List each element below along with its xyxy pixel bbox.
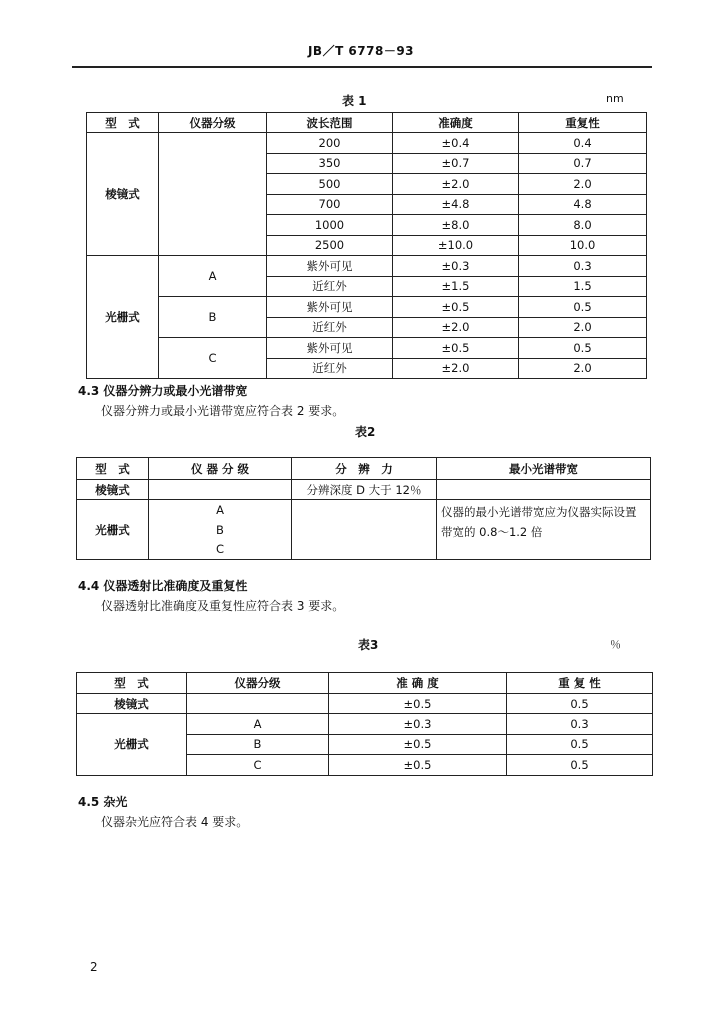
t1-header-accuracy: 准确度	[393, 113, 519, 133]
t1-header-grade: 仪器分级	[159, 113, 267, 133]
t3-header-accuracy: 准 确 度	[329, 673, 507, 694]
section-4-5-text: 仪器杂光应符合表 4 要求。	[101, 815, 249, 829]
section-4-3-heading: 4.3 仪器分辨力或最小光谱带宽	[78, 384, 248, 398]
t1-cell: 200	[267, 133, 393, 154]
t1-cell: 700	[267, 194, 393, 215]
t2-header-bandwidth: 最小光谱带宽	[437, 458, 651, 480]
t2-bandwidth-note: 仪器的最小光谱带宽应为仪器实际设置带宽的 0.8～1.2 倍	[437, 500, 651, 560]
table-3	[76, 672, 653, 776]
t3-header-grade: 仪器分级	[187, 673, 329, 694]
t1-cell: 1000	[267, 215, 393, 236]
t3-header-type: 型 式	[77, 673, 187, 694]
t1-cell: ±0.4	[393, 133, 519, 154]
t1-cell: ±2.0	[393, 358, 519, 379]
t2-grade-a: A	[149, 500, 292, 520]
t2-grating-type: 光栅式	[77, 500, 149, 560]
t3-cell: 0.5	[507, 755, 653, 776]
t1-cell: 近红外	[267, 317, 393, 338]
table-2	[76, 457, 651, 560]
section-4-4-heading: 4.4 仪器透射比准确度及重复性	[78, 579, 248, 593]
t3-cell: ±0.3	[329, 714, 507, 735]
t2-prism-type: 棱镜式	[77, 480, 149, 500]
table1-caption: 表 1	[342, 94, 367, 108]
t1-cell: ±0.7	[393, 153, 519, 174]
t3-grade: C	[187, 755, 329, 776]
t1-header-type: 型 式	[87, 113, 159, 133]
t3-header-repeatability: 重 复 性	[507, 673, 653, 694]
t2-grade-b: B	[149, 520, 292, 540]
t1-cell: ±2.0	[393, 174, 519, 195]
t1-cell: 2.0	[519, 358, 647, 379]
t3-grating-type: 光栅式	[77, 714, 187, 776]
t1-cell: 0.5	[519, 338, 647, 359]
t1-cell: 紫外可见	[267, 297, 393, 318]
document-header: JB／T 6778－93	[307, 44, 415, 58]
t2-prism-resolution: 分辨深度 D 大于 12％	[292, 480, 437, 500]
table3-caption: 表3	[358, 638, 379, 652]
t1-cell: 2500	[267, 235, 393, 256]
t2-header-grade: 仪 器 分 级	[149, 458, 292, 480]
t1-cell: ±8.0	[393, 215, 519, 236]
t1-grade-c: C	[159, 338, 267, 379]
section-4-3-text: 仪器分辨力或最小光谱带宽应符合表 2 要求。	[101, 404, 345, 418]
t1-prism-grade	[159, 133, 267, 256]
t3-prism-repeatability: 0.5	[507, 694, 653, 714]
t2-grade-c: C	[149, 540, 292, 560]
t1-cell: ±2.0	[393, 317, 519, 338]
t3-cell: ±0.5	[329, 734, 507, 755]
t1-cell: ±1.5	[393, 276, 519, 297]
t1-header-repeatability: 重复性	[519, 113, 647, 133]
table3-unit: ％	[610, 638, 621, 651]
t2-prism-grade	[149, 480, 292, 500]
t1-cell: 0.7	[519, 153, 647, 174]
t1-cell: 1.5	[519, 276, 647, 297]
t3-prism-accuracy: ±0.5	[329, 694, 507, 714]
t2-header-type: 型 式	[77, 458, 149, 480]
t1-cell: ±10.0	[393, 235, 519, 256]
t1-cell: 8.0	[519, 215, 647, 236]
table1-unit: nm	[606, 92, 624, 105]
t1-cell: 紫外可见	[267, 256, 393, 277]
section-4-5-heading: 4.5 杂光	[78, 795, 128, 809]
t1-cell: 2.0	[519, 174, 647, 195]
t2-header-resolution: 分 辨 力	[292, 458, 437, 480]
t1-cell: 350	[267, 153, 393, 174]
page-number: 2	[90, 960, 98, 974]
t3-cell: 0.3	[507, 714, 653, 735]
t3-cell: ±0.5	[329, 755, 507, 776]
t1-cell: 紫外可见	[267, 338, 393, 359]
t1-cell: 2.0	[519, 317, 647, 338]
t3-grade: B	[187, 734, 329, 755]
t1-cell: 10.0	[519, 235, 647, 256]
table-1	[86, 112, 647, 379]
t1-cell: ±0.5	[393, 338, 519, 359]
t1-cell: ±0.3	[393, 256, 519, 277]
t3-cell: 0.5	[507, 734, 653, 755]
t1-prism-type: 棱镜式	[87, 133, 159, 256]
t3-grade: A	[187, 714, 329, 735]
t1-cell: 近红外	[267, 358, 393, 379]
t3-prism-grade	[187, 694, 329, 714]
t3-prism-type: 棱镜式	[77, 694, 187, 714]
t1-grade-a: A	[159, 256, 267, 297]
t2-prism-bandwidth	[437, 480, 651, 500]
t1-cell: ±4.8	[393, 194, 519, 215]
header-rule	[72, 66, 652, 68]
t1-cell: 0.5	[519, 297, 647, 318]
section-4-4-text: 仪器透射比准确度及重复性应符合表 3 要求。	[101, 599, 345, 613]
t1-cell: 500	[267, 174, 393, 195]
t1-cell: 0.3	[519, 256, 647, 277]
t1-grating-type: 光栅式	[87, 256, 159, 379]
t1-cell: 近红外	[267, 276, 393, 297]
t1-header-wavelength: 波长范围	[267, 113, 393, 133]
t1-cell: 4.8	[519, 194, 647, 215]
table2-caption: 表2	[355, 425, 376, 439]
t1-grade-b: B	[159, 297, 267, 338]
t1-cell: 0.4	[519, 133, 647, 154]
t2-grating-resolution	[292, 500, 437, 560]
t1-cell: ±0.5	[393, 297, 519, 318]
